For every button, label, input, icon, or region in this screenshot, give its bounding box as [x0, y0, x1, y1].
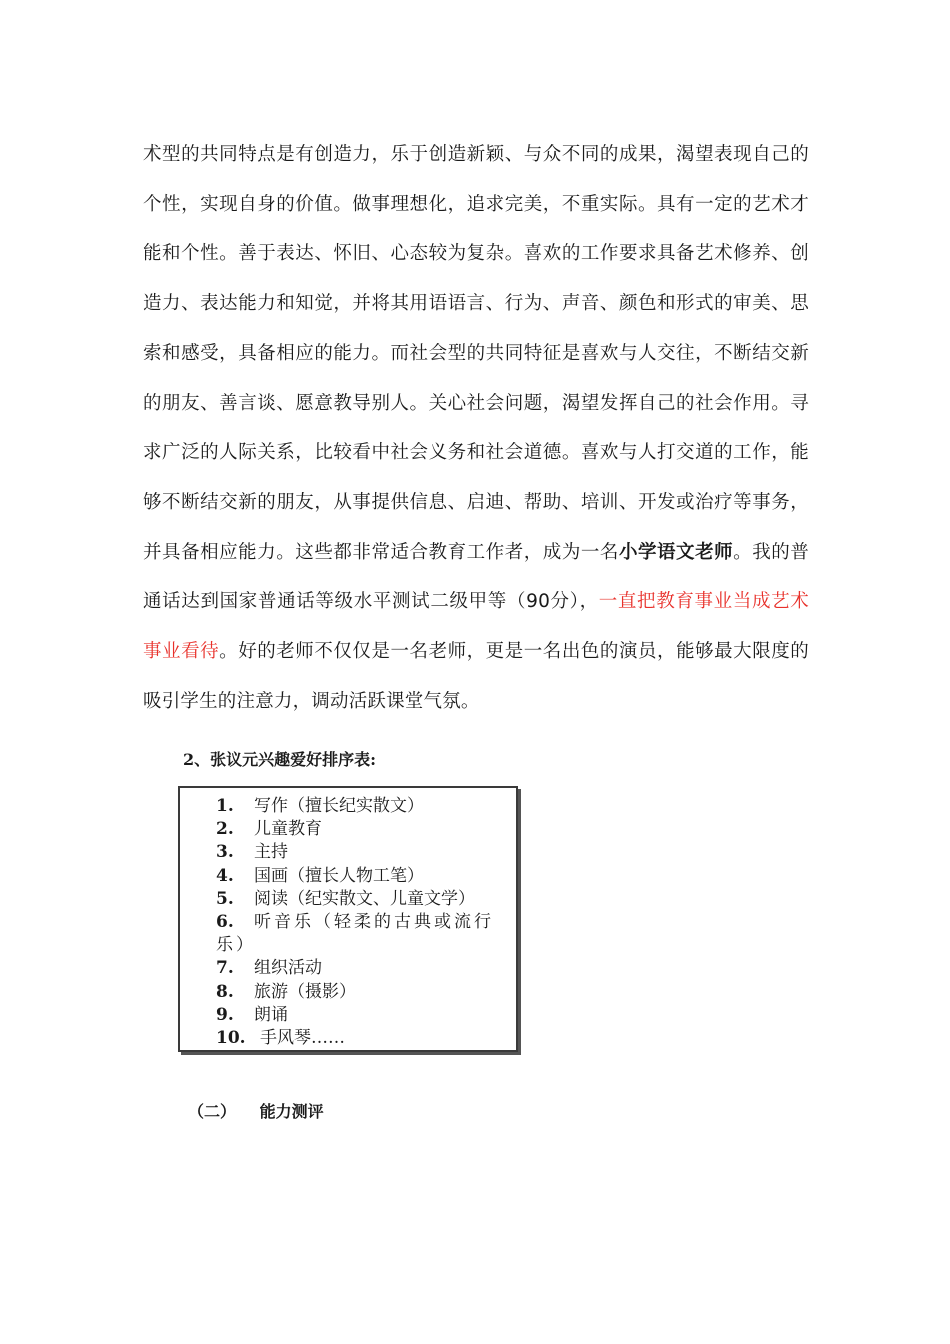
body-text-closing: 。好的老师不仅仅是一名老师，更是一名出色的演员，能够最大限度的吸引学生的注意力，调动活跃课堂气氛。 [143, 641, 809, 712]
body-text-mandarin: 。我的普通话达到国家普通话等级水平测试二级甲等（90分）， [143, 541, 809, 613]
hobby-item [216, 957, 508, 980]
hobby-item-text: 阅读（纪实散文、儿童文学） [254, 888, 475, 909]
hobby-item-number: 6. [216, 912, 234, 933]
hobby-item-number: 5. [216, 888, 234, 909]
body-text-red-highlight: 一直把教育事业当成艺术事业看待 [143, 591, 809, 663]
hobby-item-number: 9. [216, 1004, 234, 1025]
hobby-list [216, 795, 508, 1050]
ability-section-heading: （二） 能力测评 [188, 1102, 324, 1121]
hobby-item-number: 1. [216, 796, 234, 816]
hobby-item [216, 865, 508, 888]
hobby-item-text: 手风琴…… [260, 1028, 345, 1049]
hobby-item [216, 1004, 508, 1027]
hobby-item [216, 795, 508, 818]
hobby-item-text: 旅游（摄影） [254, 981, 356, 1002]
hobby-item [216, 841, 508, 864]
body-paragraph [143, 130, 809, 726]
hobby-item [216, 1027, 508, 1050]
hobby-item [216, 818, 508, 841]
hobby-item-text: 组织活动 [254, 958, 322, 979]
hobby-item-number: 2. [216, 819, 234, 840]
hobby-item-text: 儿童教育 [254, 819, 322, 840]
hobby-item-text: 主持 [254, 842, 288, 863]
hobby-item-number: 4. [216, 865, 234, 886]
hobby-item-number: 8. [216, 981, 234, 1002]
body-text-intro: 术型的共同特点是有创造力，乐于创造新颖、与众不同的成果，渴望表现自己的个性，实现自身的价值。做事理想化，追求完美，不重实际。具有一定的艺术才能和个性。善于表达、怀旧、心态较为复杂。喜欢的工作要求具备艺术修养、创造力、表达能力和知觉，并将其用语语言、行为、声音、颜色和形式的审美、思索和感受，具备相应的能力。而社会型的共同特征是喜欢与人交往，不断结交新的朋友、善言谈、愿意教导别人。关心社会问题，渴望发挥自己的社会作用。寻求广泛的人际关系，比较看中社会义务和社会道德。喜欢与人打交道的工作，能够不断结交新的朋友，从事提供信息、启迪、帮助、培训、开发或治疗等事务，并具备相应能力。这些都非常适合教育工作者，成为一名 [143, 144, 809, 563]
hobby-item-text: 国画（擅长人物工笔） [254, 865, 424, 886]
hobby-section-heading: 2、张议元兴趣爱好排序表: [183, 750, 377, 769]
hobby-item-text: 朗诵 [254, 1004, 288, 1025]
hobby-item [216, 911, 508, 957]
hobby-item [216, 888, 508, 911]
hobby-item-text: 听音乐（轻柔的古典或流行乐） [216, 912, 494, 956]
hobby-item-number: 3. [216, 842, 234, 863]
body-text-bold-role: 小学语文老师 [618, 541, 734, 563]
hobby-ranking-box [178, 786, 518, 1052]
hobby-item-number: 7. [216, 958, 234, 979]
hobby-item [216, 981, 508, 1004]
hobby-item-number: 10. [216, 1028, 246, 1049]
hobby-item-text: 写作（擅长纪实散文） [254, 796, 424, 816]
